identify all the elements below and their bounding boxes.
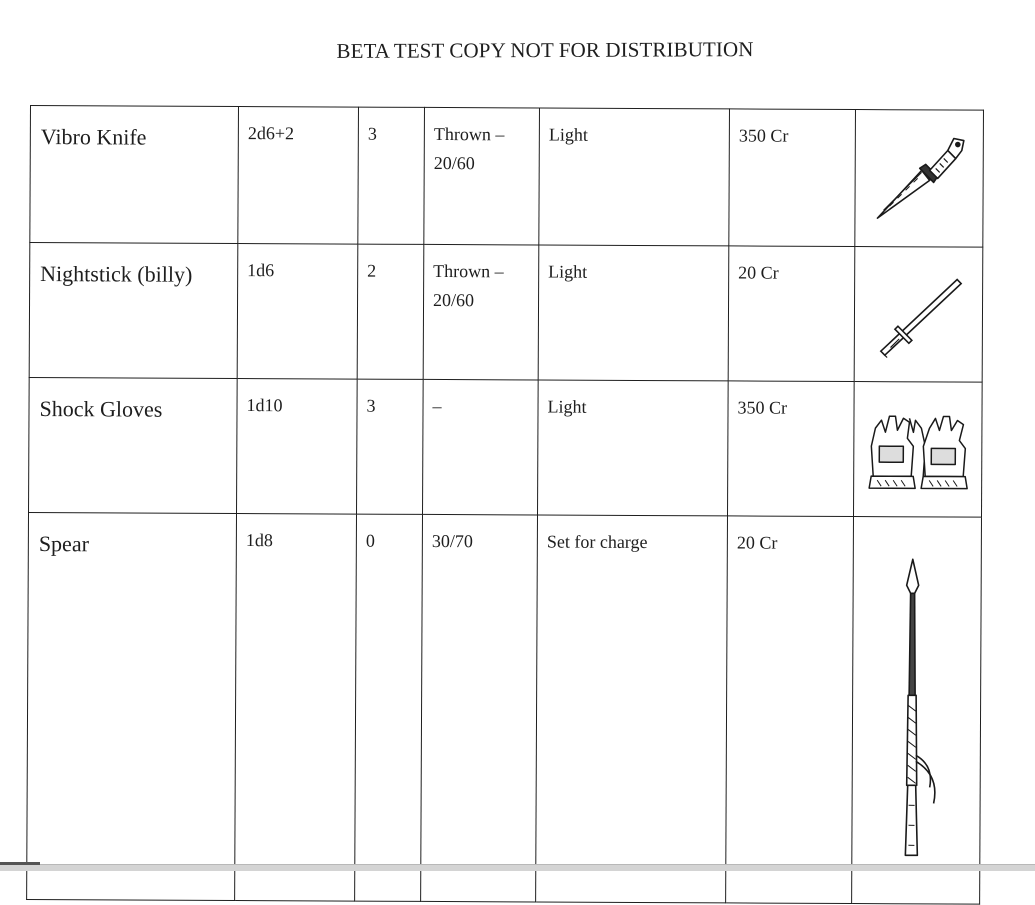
weapon-range: Thrown – 20/60 [424,107,540,245]
table-row [29,243,983,383]
weapon-cost: 350 Cr [728,381,855,517]
table-row [29,377,983,517]
page-header: BETA TEST COPY NOT FOR DISTRIBUTION [336,37,754,63]
weapon-name: Shock Gloves [29,377,238,513]
weapon-properties: Light [539,108,730,246]
scanner-mark [0,862,40,865]
weapon-name: Vibro Knife [30,106,239,244]
table-row [30,106,984,248]
weapon-damage: 1d8 [235,514,357,902]
weapon-value: 3 [357,379,424,514]
weapons-table [26,105,984,905]
spear-icon [881,555,953,865]
vibro-knife-icon [869,130,969,226]
shock-gloves-icon [863,406,973,493]
weapon-value: 2 [357,244,424,379]
weapon-image [854,247,983,383]
weapon-properties: Light [538,245,729,381]
weapon-range: 30/70 [421,514,538,902]
weapon-cost: 350 Cr [729,109,856,247]
weapon-properties: Set for charge [536,515,728,903]
weapons-sheet [26,105,984,905]
weapon-range: – [423,379,539,515]
weapon-value: 0 [355,514,423,901]
weapon-cost: 20 Cr [728,246,855,382]
weapon-range: Thrown – 20/60 [423,244,539,380]
weapon-name: Spear [27,512,237,900]
weapon-damage: 2d6+2 [238,107,359,245]
weapon-value: 3 [358,107,425,244]
weapon-properties: Light [538,380,729,516]
weapon-image [855,110,984,248]
nightstick-icon [868,269,968,359]
weapon-image [853,382,982,518]
weapon-damage: 1d6 [237,244,358,380]
table-row [27,512,982,904]
weapon-damage: 1d10 [237,379,358,515]
weapon-cost: 20 Cr [726,516,854,904]
weapon-name: Nightstick (billy) [29,243,238,379]
weapon-image [852,517,982,905]
